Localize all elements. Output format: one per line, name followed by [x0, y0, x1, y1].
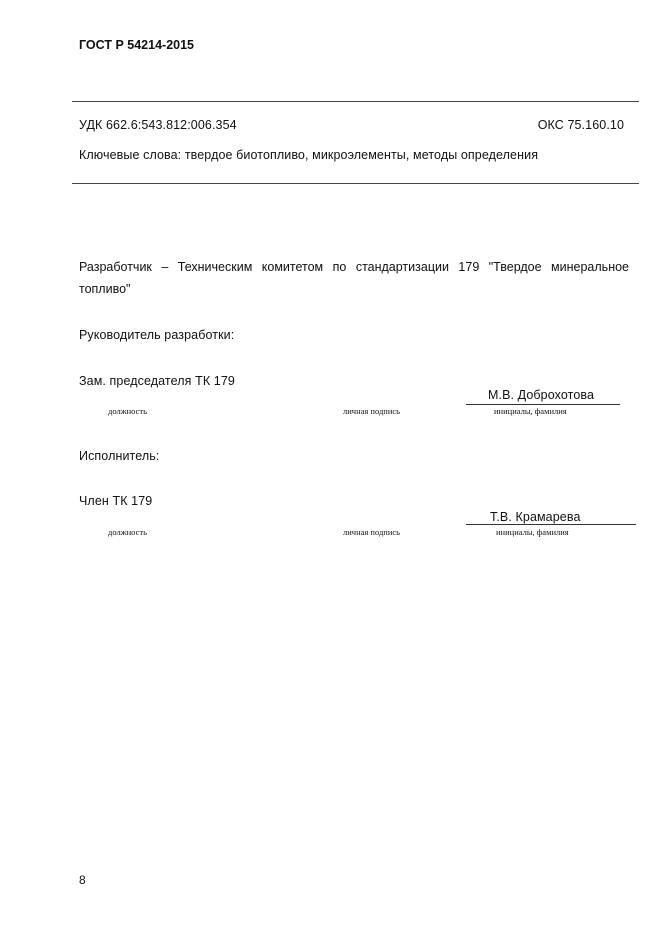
initials-caption: инициалы, фамилия [494, 406, 567, 416]
top-rule [72, 101, 639, 102]
executor-label: Исполнитель: [79, 449, 160, 463]
lead-label: Руководитель разработки: [79, 328, 235, 342]
signer-name: М.В. Доброхотова [488, 388, 595, 402]
signature-line [466, 404, 620, 405]
page-number: 8 [79, 873, 86, 887]
bottom-rule [72, 183, 639, 184]
udk-code: УДК 662.6:543.812:006.354 [79, 118, 237, 132]
signer-position: Член ТК 179 [79, 494, 153, 508]
signer-name: Т.В. Крамарева [490, 510, 581, 524]
initials-caption: инициалы, фамилия [496, 527, 569, 537]
keywords: Ключевые слова: твердое биотопливо, микроэлементы, методы определения [79, 148, 539, 162]
oks-code: ОКС 75.160.10 [537, 118, 624, 132]
position-caption: должность [108, 406, 147, 416]
position-caption: должность [108, 527, 147, 537]
developer-statement: Разработчик – Техническим комитетом по стандартизации 179 "Твердое минеральное топливо" [79, 260, 629, 296]
signature-line [466, 524, 636, 525]
signature-caption: личная подпись [343, 406, 401, 416]
standard-code: ГОСТ Р 54214-2015 [79, 38, 195, 52]
signature-caption: личная подпись [343, 527, 401, 537]
signer-position: Зам. председателя ТК 179 [79, 374, 235, 388]
